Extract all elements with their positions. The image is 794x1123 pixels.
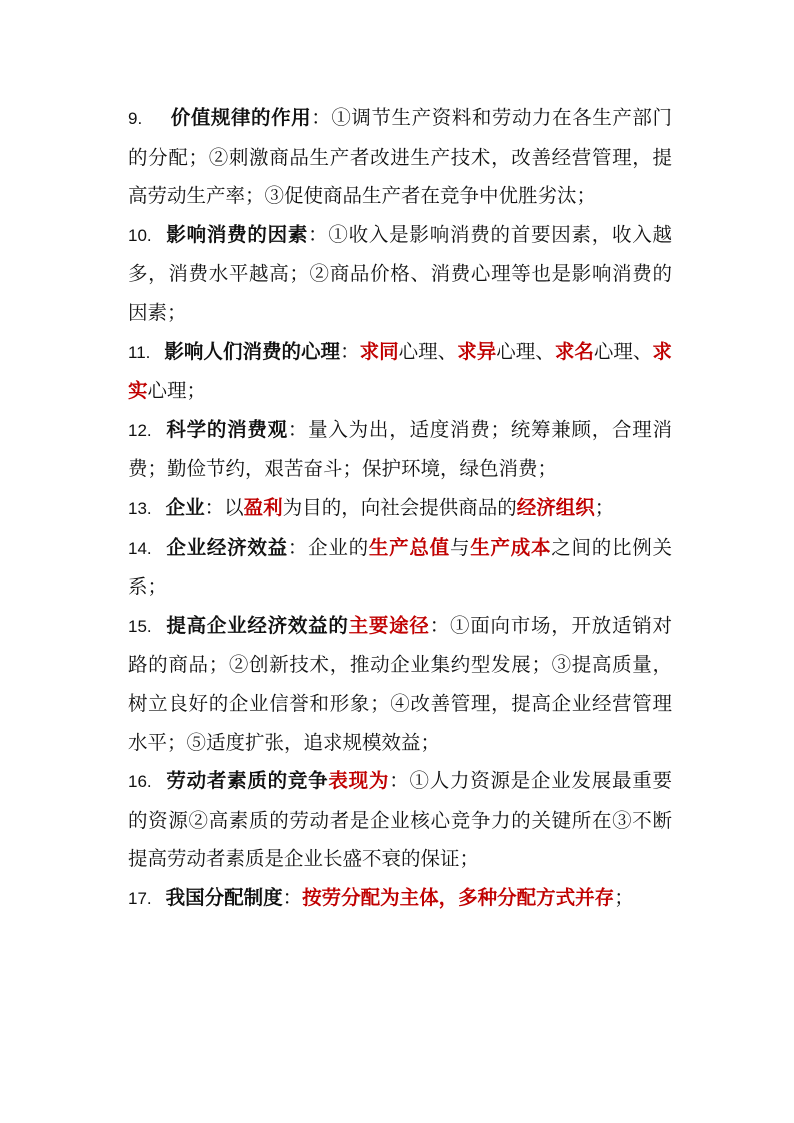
item-15 xyxy=(128,607,672,762)
item-13 xyxy=(128,489,672,529)
item-16 xyxy=(128,762,672,879)
item-number: 13. xyxy=(128,498,152,518)
highlight-term: 生产成本 xyxy=(470,535,552,559)
item-text: ： xyxy=(340,339,360,363)
item-text: ：量入为出，适度消费；统筹兼顾，合理消费；勤俭节约，艰苦奋斗；保护环境，绿色消费； xyxy=(128,417,672,481)
item-number: 10. xyxy=(128,225,152,245)
item-text: 之间的比例关系； xyxy=(128,535,672,599)
item-number: 15. xyxy=(128,616,152,636)
item-heading: 企业 xyxy=(165,495,205,519)
item-heading: 影响消费的因素 xyxy=(165,222,309,246)
highlight-term: 经济组织 xyxy=(516,495,595,519)
item-text: ； xyxy=(594,495,615,519)
item-text: 为目的，向社会提供商品的 xyxy=(282,495,517,519)
item-12 xyxy=(128,411,672,489)
item-number: 12. xyxy=(128,420,152,440)
item-number: 17. xyxy=(128,888,152,908)
item-heading: 劳动者素质的竞争 xyxy=(165,769,329,793)
item-number: 16. xyxy=(128,772,152,792)
item-heading: 我国分配制度 xyxy=(165,885,283,909)
item-number: 14. xyxy=(128,538,152,558)
highlight-term: 表现为 xyxy=(328,769,390,793)
highlight-term: 求名 xyxy=(554,339,594,363)
item-text: 与 xyxy=(449,535,471,559)
item-9 xyxy=(128,99,672,216)
highlight-term: 求实 xyxy=(128,339,672,403)
document-page xyxy=(128,99,672,918)
highlight-term: 按劳分配为主体，多种分配方式并存 xyxy=(302,885,615,909)
highlight-term: 求异 xyxy=(457,339,497,363)
item-heading: 企业经济效益 xyxy=(165,535,288,559)
item-14 xyxy=(128,529,672,607)
highlight-term: 主要途径 xyxy=(348,613,430,637)
item-heading: 科学的消费观 xyxy=(165,417,288,441)
item-heading: 提高企业经济效益的 xyxy=(165,613,349,637)
item-text: ：①收入是影响消费的首要因素，收入越多，消费水平越高；②商品价格、消费心理等也是影响消费的因素； xyxy=(128,222,672,324)
highlight-term: 盈利 xyxy=(243,495,283,519)
highlight-term: 求同 xyxy=(359,339,399,363)
item-text: ： xyxy=(282,885,303,909)
item-11 xyxy=(128,333,672,411)
item-text: 心理、 xyxy=(593,339,653,363)
item-heading: 价值规律的作用 xyxy=(170,106,312,129)
item-text: 心理、 xyxy=(496,339,555,363)
item-text: ：①面向市场，开放适销对路的商品；②创新技术，推动企业集约型发展；③提高质量，树立良好的企业信誉和形象；④改善管理，提高企业经营管理水平；⑤适度扩张，追求规模效益； xyxy=(128,613,672,754)
item-text: 心理、 xyxy=(398,339,458,363)
item-10 xyxy=(128,216,672,333)
item-text: ：企业的 xyxy=(287,535,369,559)
item-text: ：①调节生产资料和劳动力在各生产部门的分配；②刺激商品生产者改进生产技术，改善经营管理，提高劳动生产率；③促使商品生产者在竞争中优胜劣汰； xyxy=(128,106,672,208)
item-17 xyxy=(128,879,672,919)
item-text: ：以 xyxy=(204,495,244,519)
item-text: ； xyxy=(614,885,634,909)
item-heading: 影响人们消费的心理 xyxy=(164,339,341,363)
highlight-term: 生产总值 xyxy=(368,535,450,559)
item-text: ：①人力资源是企业发展最重要的资源②高素质的劳动者是企业核心竞争力的关键所在③不断提高劳动者素质是企业长盛不衰的保证； xyxy=(128,769,672,871)
item-number: 11. xyxy=(128,342,151,362)
item-number: 9. xyxy=(128,109,143,128)
item-text: 心理； xyxy=(147,379,207,403)
